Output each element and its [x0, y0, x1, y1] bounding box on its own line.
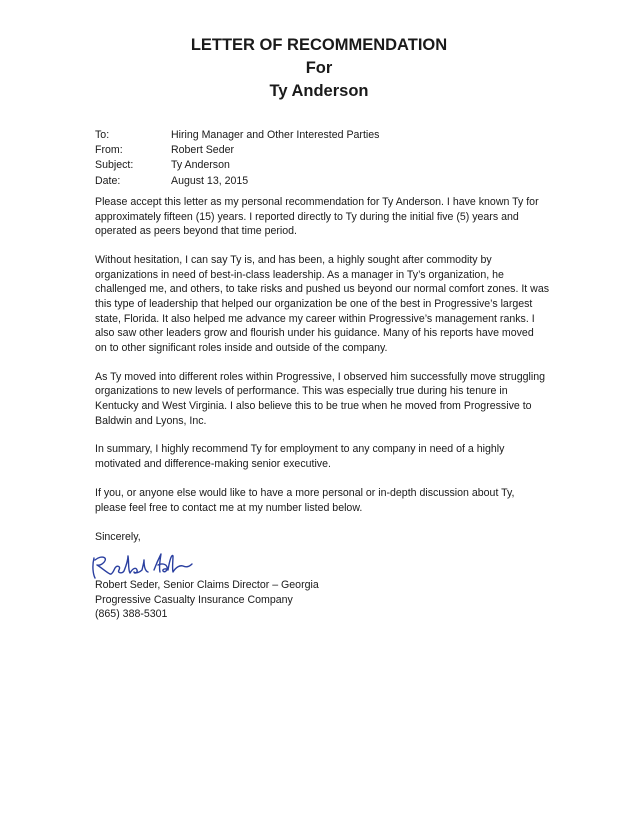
- memo-value-from: Robert Seder: [171, 144, 235, 157]
- memo-row-from: [95, 143, 535, 158]
- memo-value-to: Hiring Manager and Other Interested Parties: [171, 129, 380, 141]
- paragraph-line: Without hesitation, I can say Ty is, and has been, a highly sought after commodity by: [95, 254, 492, 267]
- paragraph-line: also saw other leaders grow and flourish under his guidance. Many of his reports have moved: [95, 327, 534, 340]
- paragraph-line: on to other significant roles inside and outside of the company.: [95, 341, 388, 354]
- memo-label-date: Date:: [95, 174, 121, 187]
- memo-value-date: August 13, 2015: [171, 174, 249, 187]
- letter-heading: [0, 34, 638, 103]
- closing-salutation: Sincerely,: [95, 530, 141, 543]
- paragraph-line: Kentucky and West Virginia. I also believe this to be true when he moved from Progressive to: [95, 399, 532, 412]
- memo-header: [95, 128, 535, 189]
- paragraph-line: organizations to new levels of performance. This was especially true during his tenure in: [95, 385, 508, 398]
- letter-body: [95, 195, 550, 544]
- memo-label-from: From:: [95, 144, 123, 157]
- memo-label-subject: Subject:: [95, 159, 134, 172]
- paragraph-line: organizations in need of best-in-class leadership. As a manager in Ty’s organization, he: [95, 268, 504, 281]
- paragraph-line: In summary, I highly recommend Ty for employment to any company in need of a highly: [95, 443, 505, 456]
- handwritten-signature: [88, 548, 198, 582]
- memo-row-to: [95, 128, 535, 143]
- letter-title: LETTER OF RECOMMENDATION: [190, 36, 448, 54]
- paragraph-line: As Ty moved into different roles within Progressive, I observed him successfully move struggling: [95, 370, 546, 383]
- signer-company: Progressive Casualty Insurance Company: [95, 593, 293, 606]
- paragraph-line: approximately fifteen (15) years. I reported directly to Ty during the initial five (5) years and: [95, 210, 519, 223]
- paragraph-introduction: [95, 195, 545, 239]
- letter-title-for: For: [305, 59, 333, 77]
- paragraph-line: this type of leadership that helped our organization be one of the best in Progressive’s largest: [95, 297, 533, 310]
- signer-name-title: Robert Seder, Senior Claims Director – Georgia: [95, 579, 319, 591]
- signature-block: [95, 578, 319, 622]
- paragraph-performance: [95, 370, 545, 428]
- paragraph-summary: [95, 442, 545, 471]
- paragraph-line: state, Florida. It also helped me advance my career within Progressive’s management ranks. I: [95, 312, 535, 325]
- paragraph-line: Baldwin and Lyons, Inc.: [95, 414, 207, 427]
- memo-row-date: [95, 174, 535, 189]
- paragraph-line: operated as peers beyond that time period.: [95, 225, 298, 238]
- paragraph-line: please feel free to contact me at my number listed below.: [95, 501, 363, 514]
- paragraph-line: challenged me, and others, to take risks and pushed us beyond our normal comfort zones. It was: [95, 283, 550, 296]
- memo-row-subject: [95, 158, 535, 173]
- paragraph-line: motivated and difference-making senior executive.: [95, 458, 331, 471]
- memo-label-to: To:: [95, 129, 110, 141]
- paragraph-contact: [95, 486, 545, 515]
- paragraph-leadership: [95, 253, 550, 355]
- paragraph-line: If you, or anyone else would like to have a more personal or in-depth discussion about Ty,: [95, 487, 515, 500]
- paragraph-line: Please accept this letter as my personal recommendation for Ty Anderson. I have known Ty for: [95, 196, 539, 208]
- memo-value-subject: Ty Anderson: [171, 159, 230, 172]
- letter-title-name: Ty Anderson: [269, 82, 369, 100]
- signer-phone: (865) 388-5301: [95, 608, 168, 621]
